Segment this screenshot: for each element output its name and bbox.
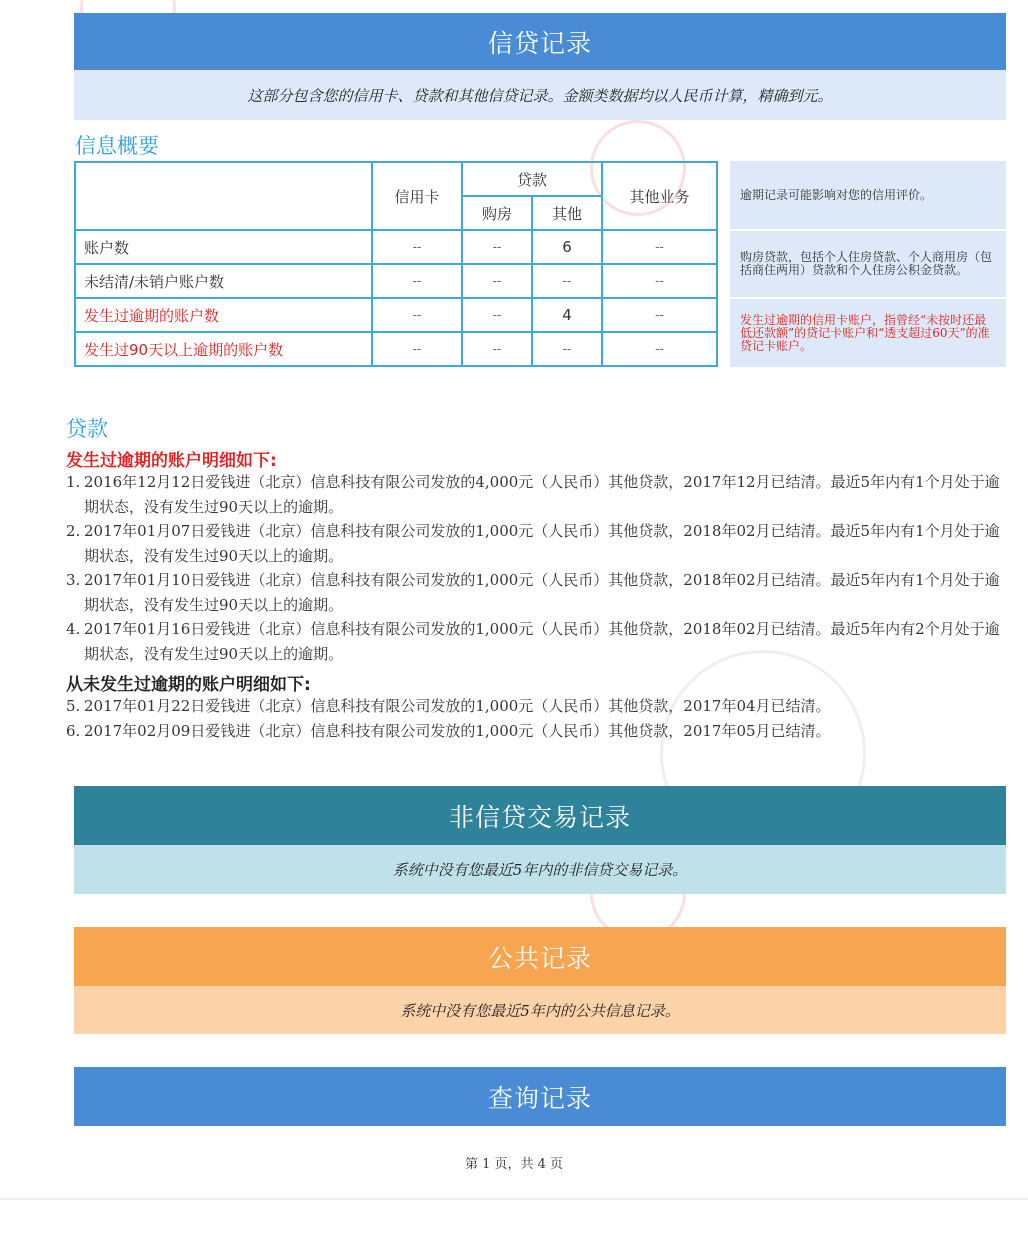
cell: -- [462, 230, 532, 264]
cell: -- [372, 264, 462, 298]
table-row [75, 332, 717, 366]
table-row [75, 298, 717, 332]
list-item [66, 617, 1006, 666]
summary-table [74, 161, 718, 367]
public-records-title: 公共记录 [74, 927, 1006, 986]
cell: -- [532, 332, 602, 366]
item-number: 6. [66, 721, 81, 740]
row-label: 发生过90天以上逾期的账户数 [75, 332, 372, 366]
item-text: 2017年01月22日爱钱进（北京）信息科技有限公司发放的1,000元（人民币）其他贷款，2017年04月已结清。 [84, 697, 831, 715]
query-records-title: 查询记录 [74, 1067, 1006, 1126]
item-text: 2017年01月10日爱钱进（北京）信息科技有限公司发放的1,000元（人民币）其他贷款，2018年02月已结清。最近5年内有1个月处于逾期状态，没有发生过90天以上的逾期。 [84, 571, 1000, 614]
header-loan: 贷款 [462, 162, 602, 196]
cell: -- [602, 264, 717, 298]
item-text: 2017年01月16日爱钱进（北京）信息科技有限公司发放的1,000元（人民币）其他贷款，2018年02月已结清。最近5年内有2个月处于逾期状态，没有发生过90天以上的逾期。 [84, 620, 1000, 663]
summary-heading: 信息概要 [75, 134, 159, 158]
header-housing: 购房 [462, 196, 532, 230]
note-overdue-card: 发生过逾期的信用卡账户，指曾经“未按时还最低还款额”的贷记卡账户和“透支超过60天”的准贷记卡账户。 [730, 299, 1006, 367]
row-label: 账户数 [75, 230, 372, 264]
cell: -- [532, 264, 602, 298]
list-item [66, 470, 1006, 519]
public-records-subtitle: 系统中没有您最近5年内的公共信息记录。 [74, 986, 1006, 1034]
credit-section-subtitle: 这部分包含您的信用卡、贷款和其他信贷记录。金额类数据均以人民币计算，精确到元。 [74, 70, 1006, 120]
header-credit-card: 信用卡 [372, 162, 462, 230]
note-overdue-impact: 逾期记录可能影响对您的信用评价。 [730, 161, 1006, 229]
list-item [66, 719, 1006, 744]
item-text: 2017年01月07日爱钱进（北京）信息科技有限公司发放的1,000元（人民币）其他贷款，2018年02月已结清。最近5年内有1个月处于逾期状态，没有发生过90天以上的逾期。 [84, 522, 1000, 565]
item-text: 2017年02月09日爱钱进（北京）信息科技有限公司发放的1,000元（人民币）其他贷款，2017年05月已结清。 [84, 721, 831, 740]
row-label: 未结清/未销户账户数 [75, 264, 372, 298]
list-item [66, 568, 1006, 617]
cell: 6 [532, 230, 602, 264]
cell: -- [372, 298, 462, 332]
header-other-business: 其他业务 [602, 162, 717, 230]
normal-loan-list [66, 694, 1006, 743]
non-credit-subtitle: 系统中没有您最近5年内的非信贷交易记录。 [74, 845, 1006, 894]
cell: -- [462, 332, 532, 366]
item-number: 5. [66, 697, 81, 715]
table-row [75, 230, 717, 264]
table-corner [75, 162, 372, 230]
notes-column [730, 161, 1006, 369]
cell: -- [602, 298, 717, 332]
page-info: 第 1 页，共 4 页 [464, 1157, 564, 1172]
non-credit-title: 非信贷交易记录 [74, 786, 1006, 845]
cell: -- [372, 332, 462, 366]
cell: -- [462, 298, 532, 332]
item-number: 4. [66, 620, 81, 638]
divider [0, 1198, 1028, 1200]
overdue-accounts-heading: 发生过逾期的账户明细如下: [66, 451, 277, 471]
row-label: 发生过逾期的账户数 [75, 298, 372, 332]
list-item [66, 694, 1006, 719]
list-item [66, 519, 1006, 568]
cell: 4 [532, 298, 602, 332]
item-text: 2016年12月12日爱钱进（北京）信息科技有限公司发放的4,000元（人民币）其他贷款，2017年12月已结清。最近5年内有1个月处于逾期状态，没有发生过90天以上的逾期。 [84, 473, 1000, 516]
cell: -- [602, 332, 717, 366]
credit-section-title: 信贷记录 [74, 13, 1006, 70]
cell: -- [372, 230, 462, 264]
normal-accounts-heading: 从未发生过逾期的账户明细如下: [66, 675, 311, 695]
loans-heading: 贷款 [66, 417, 108, 441]
header-other: 其他 [532, 196, 602, 230]
item-number: 1. [66, 473, 81, 491]
table-row [75, 264, 717, 298]
cell: -- [462, 264, 532, 298]
note-housing-loan: 购房贷款，包括个人住房贷款、个人商用房（包括商住两用）贷款和个人住房公积金贷款。 [730, 231, 1006, 297]
item-number: 2. [66, 522, 81, 540]
overdue-loan-list [66, 470, 1006, 666]
cell: -- [602, 230, 717, 264]
item-number: 3. [66, 571, 81, 589]
